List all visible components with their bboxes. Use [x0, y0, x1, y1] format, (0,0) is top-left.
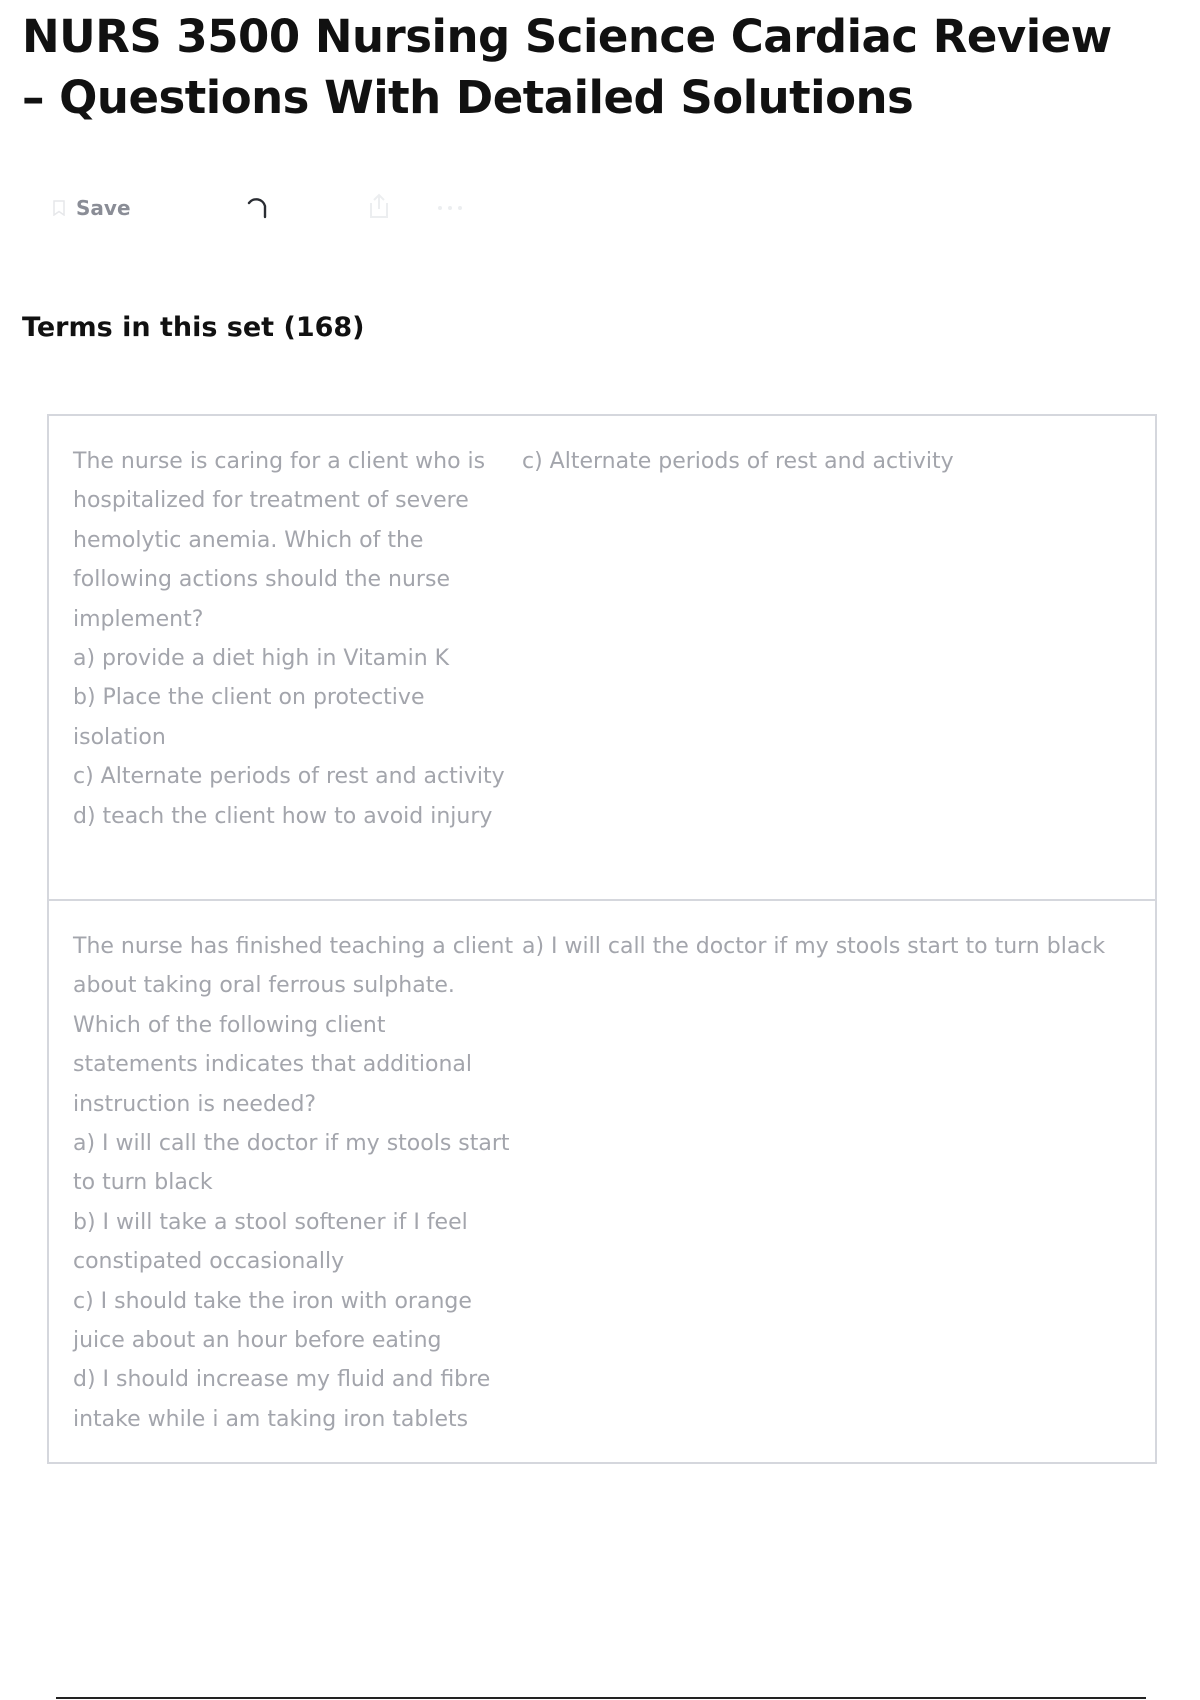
option-a: a) I will call the doctor if my stools start to turn black	[73, 1131, 510, 1196]
share-button[interactable]	[364, 188, 394, 228]
bookmark-icon	[52, 200, 66, 216]
option-b: b) Place the client on protective isolation	[73, 685, 425, 750]
save-label: Save	[76, 196, 131, 220]
option-b: b) I will take a stool softener if I feel constipated occasionally	[73, 1209, 468, 1275]
page-title: NURS 3500 Nursing Science Cardiac Review – Questions With Detailed Solutions	[22, 10, 1112, 124]
share-icon	[367, 192, 391, 225]
option-a: a) provide a diet high in Vitamin K	[73, 646, 450, 672]
option-d: d) teach the client how to avoid injury	[73, 803, 493, 829]
set-toolbar	[52, 188, 512, 228]
terms-count-heading: Terms in this set (168)	[22, 312, 365, 343]
option-c: c) Alternate periods of rest and activity	[73, 764, 505, 790]
term-question	[49, 416, 522, 899]
question-text: The nurse has finished teaching a client about taking oral ferrous sulphate. Which of the following client statements indicates that additional instruction is needed?	[73, 934, 514, 1117]
term-answer: c) Alternate periods of rest and activity	[522, 449, 954, 474]
question-text: The nurse is caring for a client who is hospitalized for treatment of severe hemolytic anemia. Which of the following actions should the nurse implement?	[73, 449, 486, 632]
term-answer: a) I will call the doctor if my stools start to turn black	[522, 934, 1106, 959]
save-button[interactable]	[52, 188, 131, 228]
term-question	[49, 901, 522, 1462]
more-options-button[interactable]	[432, 188, 468, 228]
term-card[interactable]	[49, 901, 1155, 1462]
spinner-icon	[242, 188, 272, 228]
divider	[56, 1697, 1146, 1699]
term-card[interactable]	[49, 416, 1155, 901]
terms-list	[47, 414, 1157, 1464]
more-dots-icon	[435, 199, 465, 217]
option-c: c) I should take the iron with orange juice about an hour before eating	[73, 1288, 472, 1354]
option-d: d) I should increase my fluid and fibre intake while i am taking iron tablets	[73, 1367, 491, 1432]
